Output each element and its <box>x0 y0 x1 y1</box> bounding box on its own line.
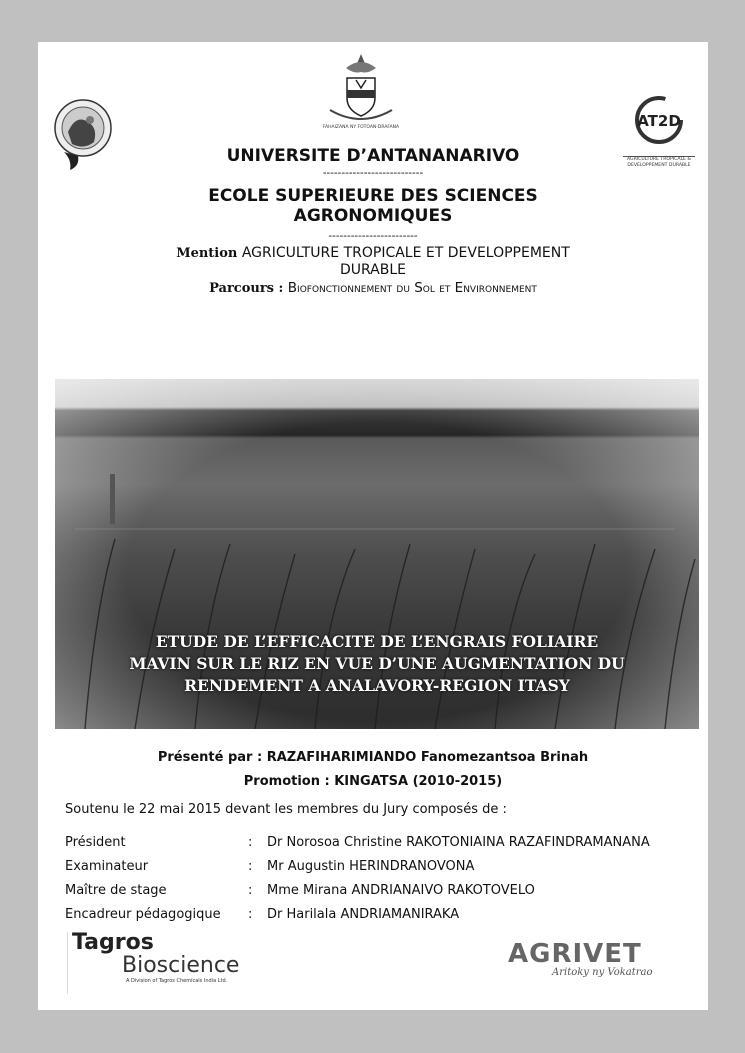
tagros-caption: A Division of Tagros Chemicals India Ltd. <box>126 978 228 984</box>
at2d-caption-2: DEVELOPPEMENT DURABLE <box>627 163 691 168</box>
parcours-label: Parcours : <box>209 281 284 296</box>
jury-role: Président <box>65 835 126 850</box>
separator-1: --------------------------- <box>322 166 424 179</box>
jury-row <box>65 835 705 853</box>
mention-value-line2: DURABLE <box>339 262 406 278</box>
presented-by: Présenté par : RAZAFIHARIMIANDO Fanomezantsoa Brinah <box>157 750 589 765</box>
school-name-line1: ECOLE SUPERIEURE DES SCIENCES <box>208 186 538 206</box>
jury-role: Maître de stage <box>65 883 167 898</box>
parcours-value: Biofonctionnement du Sol et Environnement <box>287 280 537 296</box>
jury-name: Dr Norosoa Christine RAKOTONIAINA RAZAFINDRAMANANA <box>267 835 650 850</box>
jury-row <box>65 859 705 877</box>
university-name: UNIVERSITE D’ANTANANARIVO <box>226 146 520 166</box>
jury-role: Examinateur <box>65 859 149 874</box>
jury-colon: : <box>248 907 253 922</box>
jury-colon: : <box>248 835 253 850</box>
rice-field-photo <box>55 379 699 729</box>
thesis-title <box>55 631 699 697</box>
at2d-caption-1: AGRICULTURE TROPICALE & <box>627 157 691 162</box>
jury-role: Encadreur pédagogique <box>65 907 221 922</box>
school-name-line2: AGRONOMIQUES <box>293 206 453 226</box>
tagros-bioscience: Bioscience <box>122 953 240 978</box>
thesis-title-line1: ETUDE DE L’EFFICACITE DE L’ENGRAIS FOLIAIRE <box>155 632 599 651</box>
jury-name: Dr Harilala ANDRIAMANIRAKA <box>267 907 460 922</box>
promotion: Promotion : KINGATSA (2010-2015) <box>243 774 503 789</box>
jury-name: Mr Augustin HERINDRANOVONA <box>267 859 475 874</box>
tagros-name: Tagros <box>72 930 154 955</box>
thesis-title-line2: MAVIN SUR LE RIZ EN VUE D’UNE AUGMENTATION DU <box>129 654 625 673</box>
university-crest <box>316 52 406 136</box>
mention-label: Mention <box>176 246 238 261</box>
separator-2: ------------------------ <box>328 229 418 242</box>
agrivet-name: AGRIVET <box>508 939 642 969</box>
jury-row <box>65 883 705 901</box>
cover-page <box>38 42 708 1010</box>
jury-colon: : <box>248 883 253 898</box>
tagros-logo <box>67 932 258 994</box>
mention-line1 <box>38 245 708 261</box>
thesis-title-line3: RENDEMENT A ANALAVORY-REGION ITASY <box>184 676 570 695</box>
crest-motto: FAHAIZANA NY FOTOAN-DRAFANA <box>322 125 400 130</box>
parcours-line <box>38 280 708 296</box>
agrivet-slogan: Aritoky ny Vokatrao <box>552 967 653 978</box>
jury-name: Mme Mirana ANDRIANAIVO RAKOTOVELO <box>267 883 535 898</box>
jury-colon: : <box>248 859 253 874</box>
mention-value: AGRICULTURE TROPICALE ET DEVELOPPEMENT <box>241 245 570 261</box>
at2d-badge: AT2D <box>637 112 681 130</box>
defense-date: Soutenu le 22 mai 2015 devant les membres du Jury composés de : <box>65 802 507 817</box>
jury-row <box>65 907 705 925</box>
agrivet-logo <box>508 939 678 991</box>
